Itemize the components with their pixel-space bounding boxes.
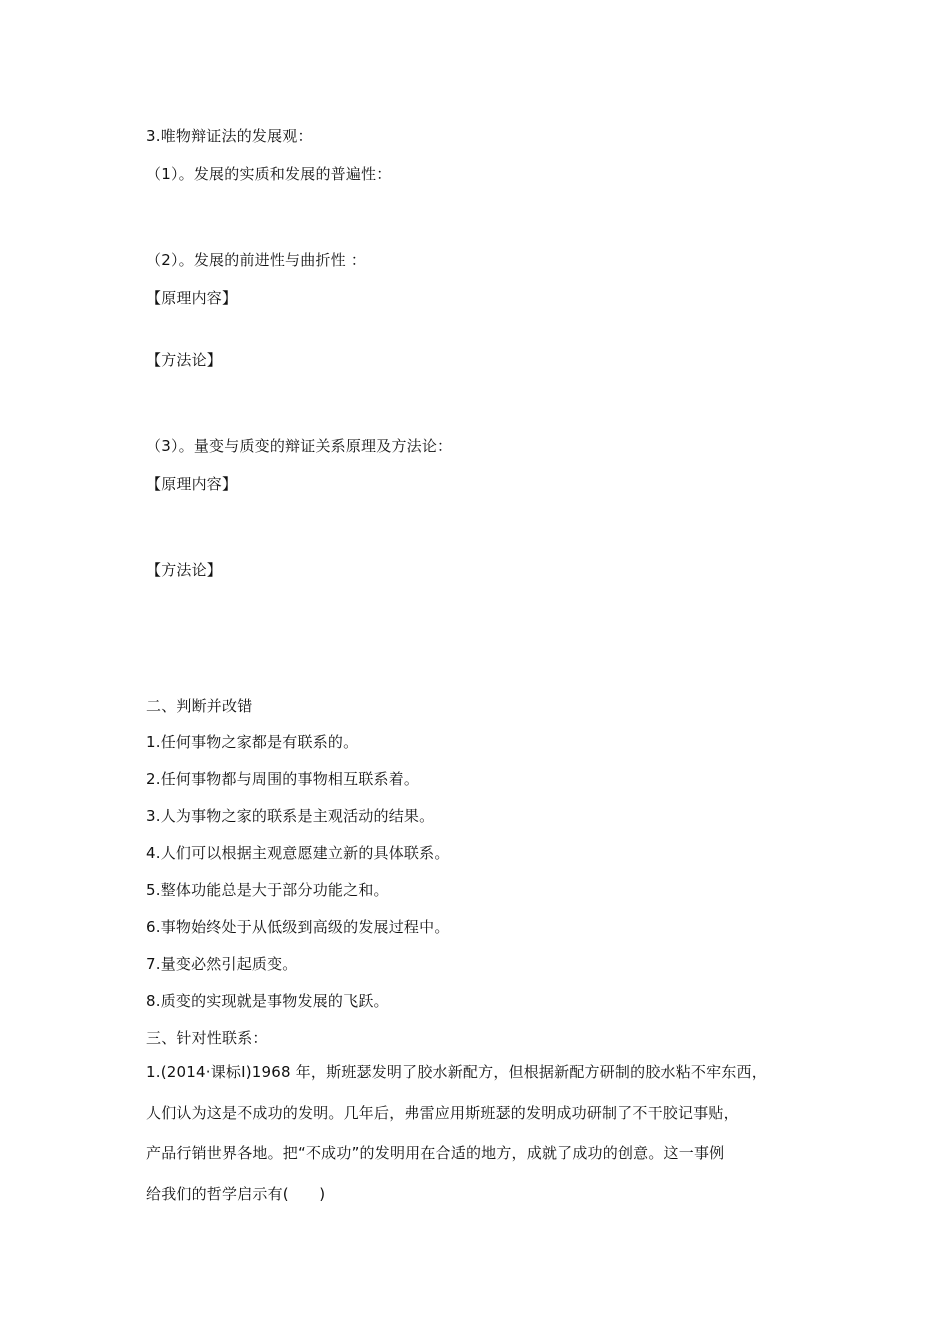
statement-5: 5.整体功能总是大于部分功能之和。: [146, 881, 389, 899]
question-1-line-2: 人们认为这是不成功的发明。几年后，弗雷应用斯班瑟的发明成功研制了不干胶记事贴，: [146, 1103, 739, 1122]
statement-8: 8.质变的实现就是事物发展的飞跃。: [146, 992, 389, 1010]
item-1-heading: （1）。发展的实质和发展的普遍性：: [146, 165, 392, 183]
item-2-method-label: 【方法论】: [146, 351, 223, 369]
question-1-line-4: 给我们的哲学启示有( ): [146, 1184, 326, 1203]
section-heading-development: 3.唯物辩证法的发展观：: [146, 127, 313, 145]
item-3-principle-label: 【原理内容】: [146, 475, 238, 493]
question-1-text: [146, 1052, 826, 1214]
statement-2: 2.任何事物都与周围的事物相互联系着。: [146, 770, 420, 788]
judgment-section-heading: 二、判断并改错: [146, 697, 253, 715]
statement-7: 7.量变必然引起质变。: [146, 955, 298, 973]
statement-6: 6.事物始终处于从低级到高级的发展过程中。: [146, 918, 450, 936]
statement-4: 4.人们可以根据主观意愿建立新的具体联系。: [146, 844, 450, 862]
statement-3: 3.人为事物之家的联系是主观活动的结果。: [146, 807, 435, 825]
item-2-heading: （2）。发展的前进性与曲折性 ：: [146, 251, 367, 269]
question-1-line-1: 1.(2014·课标Ⅰ)1968 年，斯班瑟发明了胶水新配方，但根据新配方研制的胶水粘不牢东西，: [146, 1063, 767, 1081]
item-3-heading: （3）。量变与质变的辩证关系原理及方法论：: [146, 437, 453, 455]
item-3-method-label: 【方法论】: [146, 561, 223, 579]
question-1-line-3: 产品行销世界各地。把“不成功”的发明用在合适的地方，成就了成功的创意。这一事例: [146, 1144, 725, 1162]
item-2-principle-label: 【原理内容】: [146, 289, 238, 307]
practice-section-heading: 三、针对性联系：: [146, 1029, 268, 1047]
statement-1: 1.任何事物之家都是有联系的。: [146, 733, 359, 751]
